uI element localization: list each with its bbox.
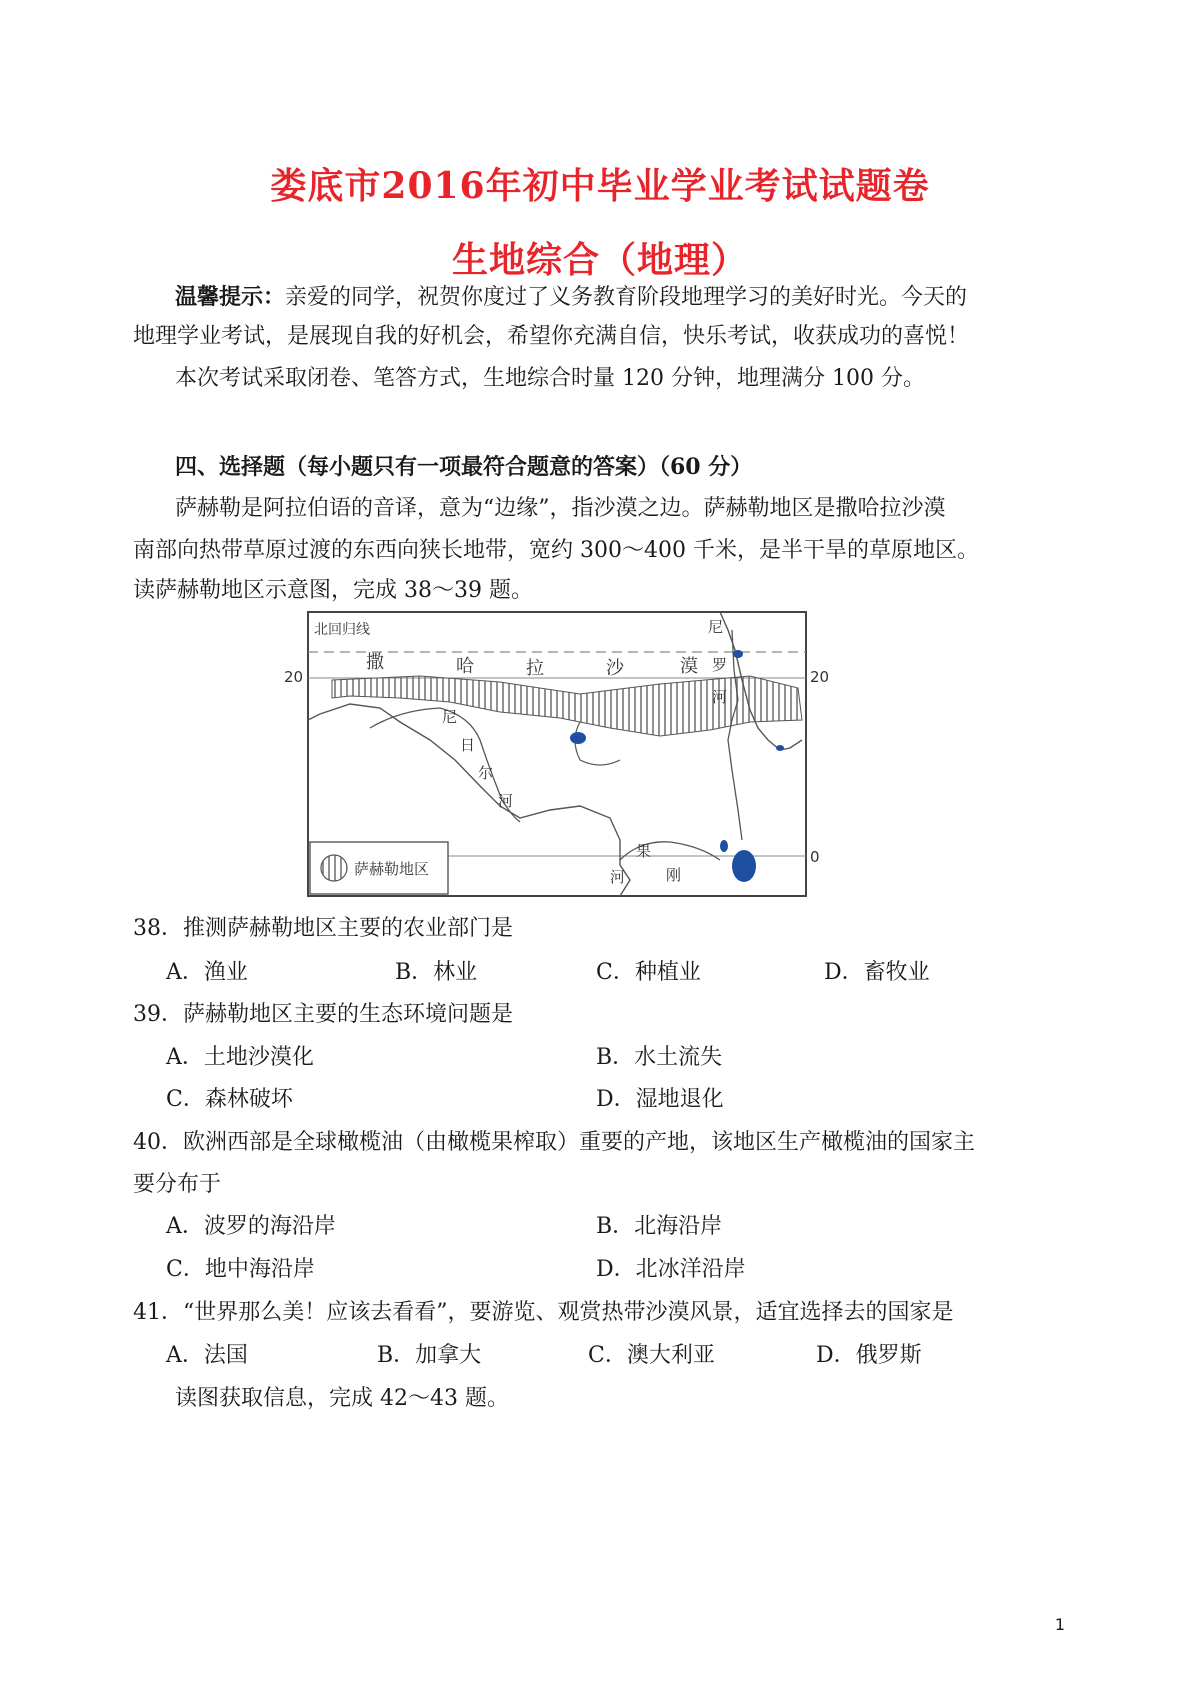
question-38-stem: 38．推测萨赫勒地区主要的农业部门是 [133,916,513,941]
congo-char: 刚 [666,866,682,884]
lat-20-right: 20 [810,668,830,686]
q39-option-c: C．森林破坏 [166,1087,293,1112]
exam-subtitle: 生地综合（地理） [451,239,748,281]
desert-char: 拉 [526,658,544,679]
q40-option-a: A．波罗的海沿岸 [166,1214,336,1239]
page-number: 1 [1054,1615,1065,1634]
q38-option-b: B．林业 [395,960,478,985]
tropic-label: 北回归线 [314,622,370,638]
niger-char: 河 [498,792,514,810]
niger-char: 尼 [442,708,458,726]
lake-albert [720,840,728,852]
legend-label: 萨赫勒地区 [354,860,430,878]
lake-victoria [732,850,756,882]
congo-char: 河 [610,868,626,886]
tip-label: 温馨提示： [175,284,286,310]
nile-char: 罗 [712,656,728,674]
lat-0-label: 0 [810,848,820,866]
nile-char: 尼 [708,618,724,636]
next-instruction: 读图获取信息，完成 42～43 题。 [175,1386,509,1411]
q39-option-d: D．湿地退化 [596,1087,724,1112]
tip-line-1 [175,282,967,313]
passage-line-1: 萨赫勒是阿拉伯语的音译，意为“边缘”，指沙漠之边。萨赫勒地区是撒哈拉沙漠 [175,496,946,521]
q40-option-d: D．北冰洋沿岸 [596,1257,746,1282]
desert-char: 漠 [680,656,698,677]
q38-option-a: A．渔业 [166,960,248,985]
section-heading: 四、选择题（每小题只有一项最符合题意的答案）（60 分） [175,454,753,480]
nile-char: 河 [712,688,728,706]
passage-line-3: 读萨赫勒地区示意图，完成 38～39 题。 [133,578,533,603]
q38-option-d: D．畜牧业 [824,960,930,985]
q40-option-c: C．地中海沿岸 [166,1257,315,1282]
exam-info: 本次考试采取闭卷、笔答方式，生地综合时量 120 分钟，地理满分 100 分。 [175,366,925,391]
desert-char: 沙 [606,658,624,679]
congo-char: 果 [636,842,652,860]
tip-text-1: 亲爱的同学，祝贺你度过了义务教育阶段地理学习的美好时光。今天的 [285,285,968,310]
q39-option-b: B．水土流失 [596,1045,723,1070]
passage-line-2: 南部向热带草原过渡的东西向狭长地带，宽约 300～400 千米，是半干旱的草原地区。 [133,538,979,563]
exam-title: 娄底市2016年初中毕业学业考试试题卷 [270,165,930,207]
question-40-stem: 40．欧洲西部是全球橄榄油（由橄榄果榨取）重要的产地，该地区生产橄榄油的国家主 [133,1130,975,1155]
sahel-map [280,610,840,902]
q41-option-b: B．加拿大 [377,1343,482,1368]
niger-char: 尔 [478,764,494,782]
niger-char: 日 [460,736,476,754]
lake-nasser [733,650,743,658]
desert-char: 哈 [456,656,474,677]
desert-char: 撒 [366,652,384,673]
q38-option-c: C．种植业 [596,960,701,985]
q41-option-c: C．澳大利亚 [588,1343,715,1368]
lake-tana [776,745,784,751]
question-41-stem: 41．“世界那么美！应该去看看”，要游览、观赏热带沙漠风景，适宜选择去的国家是 [133,1300,954,1325]
question-39-stem: 39．萨赫勒地区主要的生态环境问题是 [133,1002,513,1027]
lat-20-left: 20 [284,668,304,686]
q39-option-a: A．土地沙漠化 [166,1045,314,1070]
q41-option-a: A．法国 [166,1343,248,1368]
q40-option-b: B．北海沿岸 [596,1214,723,1239]
q41-option-d: D．俄罗斯 [816,1343,922,1368]
legend-swatch [321,855,347,881]
tip-line-2: 地理学业考试，是展现自我的好机会，希望你充满自信，快乐考试，收获成功的喜悦！ [133,324,970,349]
question-40-stem-2: 要分布于 [133,1172,222,1197]
lake-chad [570,732,586,744]
